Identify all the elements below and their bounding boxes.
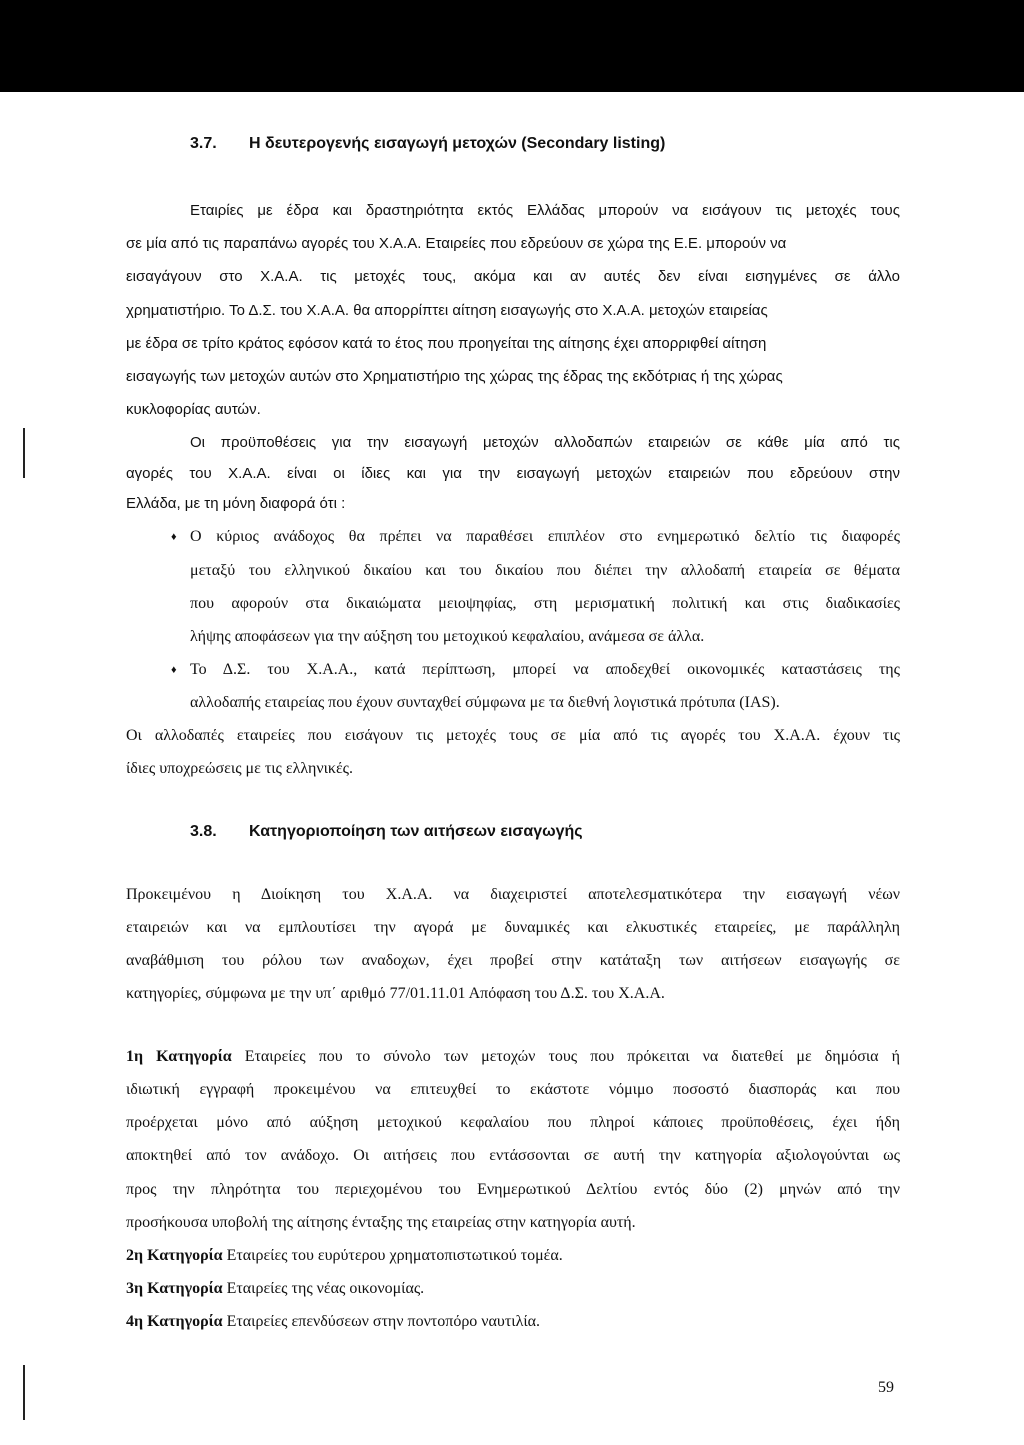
paragraph-line: Προκειμένου η Διοίκηση του Χ.Α.Α. να διαχειριστεί αποτελεσματικότερα την εισαγωγή νέων <box>126 886 900 903</box>
bullet-icon: ♦ <box>171 664 177 676</box>
bullet-line: που αφορούν στα δικαιώματα μειοψηφίας, στη μερισματική πολιτική και στις διαδικασίες <box>190 595 900 612</box>
paragraph-line: κυκλοφορίας αυτών. <box>126 401 261 418</box>
paragraph-line: προέρχεται μόνο από αύξηση μετοχικού κεφαλαίου που πληροί κάποιες προϋποθέσεις, έχει ήδη <box>126 1114 900 1131</box>
paragraph-line: ίδιες υποχρεώσεις με τις ελληνικές. <box>126 760 354 777</box>
bullet-line: Το Δ.Σ. του Χ.Α.Α., κατά περίπτωση, μπορεί να αποδεχθεί οικονομικές καταστάσεις της <box>190 661 900 678</box>
category-4-line <box>126 1312 900 1332</box>
bullet-line: αλλοδαπής εταιρείας που έχουν συνταχθεί σύμφωνα με τα διεθνή λογιστικά πρότυπα (IAS). <box>190 694 780 711</box>
category-1-line <box>126 1047 900 1067</box>
paragraph-line: Οι αλλοδαπές εταιρείες που εισάγουν τις μετοχές τους σε μία από τις αγορές του Χ.Α.Α. έχουν τις <box>126 727 900 744</box>
section-title: Κατηγοριοποίηση των αιτήσεων εισαγωγής <box>249 823 583 840</box>
paragraph-line: αγορές του Χ.Α.Α. είναι οι ίδιες και για την εισαγωγή μετοχών εταιρειών που εδρεύουν στην <box>126 465 900 482</box>
category-3-line <box>126 1279 900 1299</box>
category-label: 4η Κατηγορία <box>126 1313 223 1330</box>
paragraph-line: προσήκουσα υποβολή της αίτησης ένταξης της εταιρείας στην κατηγορία αυτή. <box>126 1214 636 1231</box>
category-text: Εταιρείες που το σύνολο των μετοχών τους που πρόκειται να διατεθεί με δημόσια ή <box>231 1048 900 1065</box>
paragraph-line: με έδρα σε τρίτο κράτος εφόσον κατά το έτος που προηγείται της αίτησης έχει απορριφθεί αίτηση <box>126 335 767 352</box>
category-text: Εταιρείες επενδύσεων στην ποντοπόρο ναυτιλία. <box>222 1313 541 1330</box>
paragraph-line: αναβάθμιση του ρόλου των αναδοχων, έχει προβεί στην κατάταξη των αιτήσεων εισαγωγής σε <box>126 952 900 969</box>
bullet-line: Ο κύριος ανάδοχος θα πρέπει να παραθέσει επιπλέον στο ενημερωτικό δελτίο τις διαφορές <box>190 528 900 545</box>
section-number: 3.8. <box>190 823 217 840</box>
paragraph-line: εισαγωγής των μετοχών αυτών στο Χρηματιστήριο της χώρας της έδρας της εκδότριας ή της χώρας <box>126 368 783 385</box>
paragraph-line: Οι προϋποθέσεις για την εισαγωγή μετοχών αλλοδαπών εταιρειών σε κάθε μία από τις <box>190 434 900 451</box>
paragraph-line: σε μία από τις παραπάνω αγορές του Χ.Α.Α. Εταιρείες που εδρεύουν σε χώρα της Ε.Ε. μπορούν να <box>126 235 787 252</box>
category-label: 2η Κατηγορία <box>126 1247 223 1264</box>
bullet-line: λήψης αποφάσεων για την αύξηση του μετοχικού κεφαλαίου, ανάμεσα σε άλλα. <box>190 628 705 645</box>
paragraph-line: προς την πληρότητα του περιεχομένου του Ενημερωτικού Δελτίου εντός δύο (2) μηνών από την <box>126 1181 900 1198</box>
paragraph-line: αποκτηθεί από τον ανάδοχο. Οι αιτήσεις που εντάσσονται σε αυτή την κατηγορία αξιολογούνται ως <box>126 1147 900 1164</box>
category-text: Εταιρείες της νέας οικονομίας. <box>222 1280 425 1297</box>
paragraph-line: χρηματιστήριο. Το Δ.Σ. του Χ.Α.Α. θα απορρίπτει αίτηση εισαγωγής στο Χ.Α.Α. μετοχών εταιρείας <box>126 302 768 319</box>
category-label: 1η Κατηγορία <box>126 1048 232 1065</box>
paragraph-line: εταιρειών και να εμπλουτίσει την αγορά με δυναμικές και ελκυστικές εταιρείες, με παράλληλη <box>126 919 900 936</box>
section-title: Η δευτερογενής εισαγωγή μετοχών (Secondary listing) <box>249 135 666 152</box>
paragraph-line: Εταιρίες με έδρα και δραστηριότητα εκτός Ελλάδας μπορούν να εισάγουν τις μετοχές τους <box>190 202 900 219</box>
section-number: 3.7. <box>190 135 217 152</box>
bullet-line: μεταξύ του ελληνικού δικαίου και του δικαίου που διέπει την αλλοδαπή εταιρεία σε θέματα <box>190 562 900 579</box>
paragraph-line: Ελλάδα, με τη μόνη διαφορά ότι : <box>126 495 346 512</box>
category-label: 3η Κατηγορία <box>126 1280 223 1297</box>
paragraph-line: κατηγορίες, σύμφωνα με την υπ΄ αριθμό 77/01.11.01 Απόφαση του Δ.Σ. του Χ.Α.Α. <box>126 985 665 1002</box>
bullet-icon: ♦ <box>171 531 177 543</box>
category-text: Εταιρείες του ευρύτερου χρηματοπιστωτικού τομέα. <box>222 1247 563 1264</box>
page-number: 59 <box>878 1379 894 1396</box>
category-2-line <box>126 1246 900 1266</box>
paragraph-line: εισαγάγουν στο Χ.Α.Α. τις μετοχές τους, ακόμα και αν αυτές δεν είναι εισηγμένες σε άλλο <box>126 268 900 285</box>
paragraph-line: ιδιωτική εγγραφή προκειμένου να επιτευχθεί το εκάστοτε νόμιμο ποσοστό διασποράς και που <box>126 1081 900 1098</box>
